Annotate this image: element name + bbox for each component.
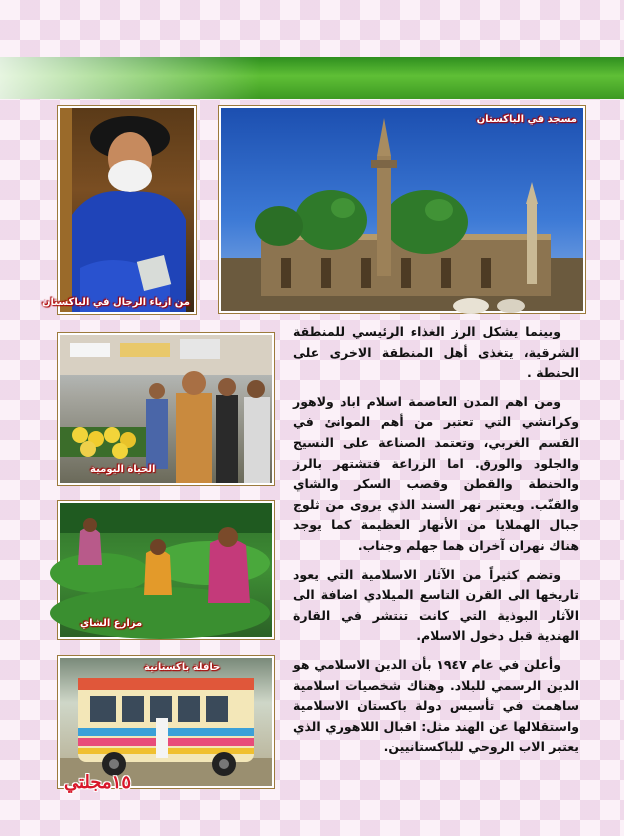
article-body (293, 322, 579, 766)
market-photo (58, 333, 274, 485)
mosque-illustration (221, 108, 583, 311)
magazine-logo-text: مجلتي (64, 772, 112, 793)
man-photo-caption: من ازياء الرجال في الباكستان (41, 297, 190, 308)
article-paragraph: ومن اهم المدن العاصمة اسلام اباد ولاهور وكراتشي التي تعتبر من أهم الموانئ في القسم الغربي، وتعتمد الصناعة على النسيج والجلود والورق. اما الزراعة فتشتهر بالرز والحنطة والقطن وقصب السكر والشاي والقنّب. ويعتبر نهر السند الذي يروى من ثلوج جبال الهملايا من الأنهار العظيمة كما يوجد هناك نهران آخران هما جهلم وجناب. (293, 393, 579, 553)
tea-plantation-photo (58, 501, 274, 639)
page-number: ١٥ (111, 772, 131, 793)
man-portrait-photo (41, 106, 196, 314)
magazine-logo (64, 772, 131, 793)
bus-illustration (60, 658, 272, 786)
bus-photo (58, 656, 274, 788)
mosque-photo-caption: مسجد في الباكستان (476, 114, 577, 125)
market-photo-caption: الحياة اليومية (90, 464, 156, 475)
mosque-photo (219, 106, 585, 313)
tea-photo-caption: مزارع الشاي (80, 618, 143, 629)
market-illustration (60, 335, 272, 483)
article-paragraph: وبينما يشكل الرز الغذاء الرئيسي للمنطقة الشرقية، يتغذى أهل المنطقة الاخرى على الحنطة . (293, 324, 579, 381)
man-illustration (60, 108, 194, 312)
article-paragraph: وتضم كثيراً من الآثار الاسلامية التي يعود تاريخها الى القرن التاسع الميلادي اضافة الى الآثار البوذية التي كانت تنتشر في القارة الهندية قبل دخول الاسلام. (293, 566, 579, 644)
article-paragraph: وأعلن في عام ١٩٤٧ بأن الدين الاسلامي هو الدين الرسمي للبلاد. وهناك شخصيات اسلامية ساهمت في تأسيس دولة باكستان الاسلامية واستقلالها عن الهند مثل: اقبال اللاهوري الذي يعتبر الاب الروحي للباكستانيين. (293, 656, 579, 755)
header-green-band (0, 57, 624, 99)
bus-photo-caption: حافلة باكستانية (144, 662, 221, 673)
tea-illustration (60, 503, 272, 637)
